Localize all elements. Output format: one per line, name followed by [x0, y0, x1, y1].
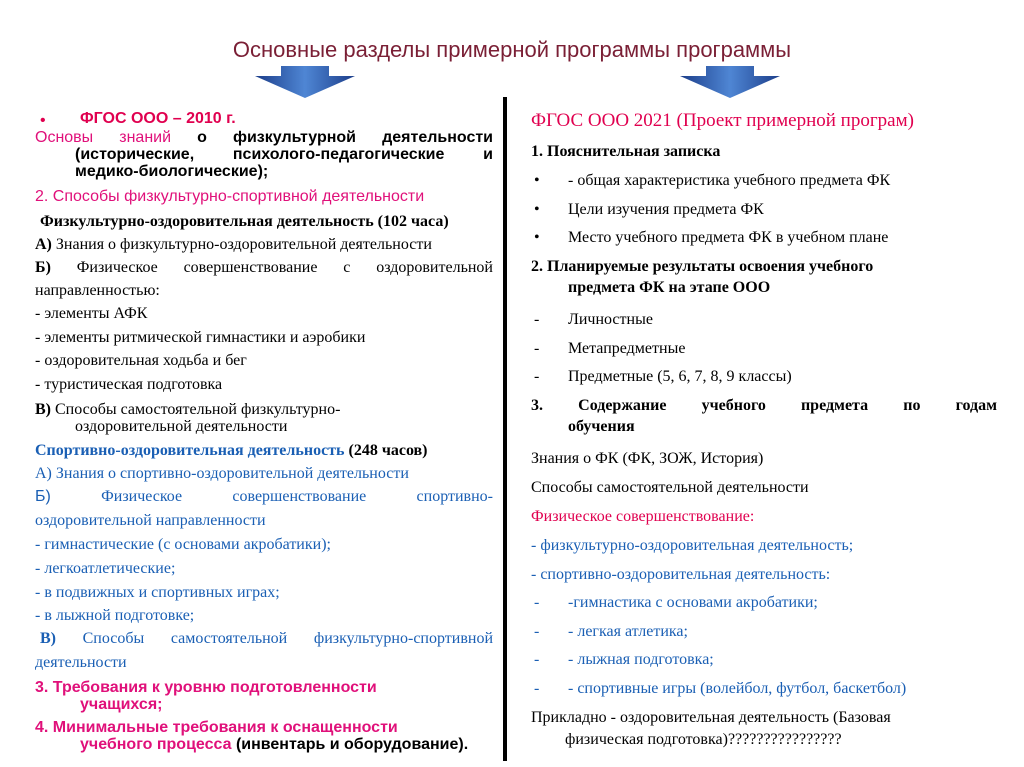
left-line: медико-биологические);: [75, 163, 269, 180]
right-section: обучения: [568, 418, 635, 435]
right-paragraph: - физкультурно-оздоровительная деятельность;: [531, 537, 854, 554]
right-section: 2. Планируемые результаты освоения учебного: [531, 258, 874, 275]
right-down-arrow-icon: [680, 66, 780, 100]
right-section: 1. Пояснительная записка: [531, 143, 721, 160]
list-bullet: •: [534, 172, 540, 189]
right-paragraph: Способы самостоятельной деятельности: [531, 479, 809, 496]
right-paragraph: - спортивно-оздоровительная деятельность:: [531, 566, 831, 583]
left-line: оздоровительной деятельности: [75, 418, 288, 435]
page-title: Основные разделы примерной программы программы: [232, 37, 792, 62]
left-line: - в лыжной подготовке;: [35, 607, 195, 624]
list-dash: -: [534, 651, 540, 668]
left-line: 2. Способы физкультурно-спортивной деятельности: [35, 188, 425, 205]
right-item: Цели изучения предмета ФК: [568, 201, 764, 218]
list-dash: -: [534, 368, 540, 385]
left-line: 3. Требования к уровню подготовленности: [35, 679, 377, 696]
right-item: - лыжная подготовка;: [568, 651, 714, 668]
left-line: направленностью:: [35, 282, 160, 299]
left-line: В) Способы самостоятельной физкультурно-: [35, 401, 341, 418]
left-line: - элементы ритмической гимнастики и аэробики: [35, 329, 366, 346]
left-line: А) Знания о спортивно-оздоровительной деятельности: [35, 465, 409, 482]
right-paragraph: Прикладно - оздоровительная деятельность (Базовая: [531, 709, 891, 726]
left-down-arrow-icon: [255, 66, 355, 100]
right-item: Метапредметные: [568, 340, 686, 357]
left-line: Физкультурно-оздоровительная деятельность (102 часа): [40, 213, 449, 230]
right-item: Предметные (5, 6, 7, 8, 9 классы): [568, 368, 792, 385]
right-section: предмета ФК на этапе ООО: [568, 279, 771, 296]
list-bullet: •: [534, 229, 540, 246]
list-dash: -: [534, 623, 540, 640]
right-paragraph: Знания о ФК (ФК, ЗОЖ, История): [531, 450, 764, 467]
left-line: - элементы АФК: [35, 305, 148, 322]
right-item: -гимнастика с основами акробатики;: [568, 594, 818, 611]
right-item: - общая характеристика учебного предмета ФК: [568, 172, 891, 189]
left-line: В) Способы самостоятельной физкультурно-спортивной: [40, 630, 493, 647]
list-dash: -: [534, 311, 540, 328]
left-line: - туристическая подготовка: [35, 376, 223, 393]
left-line: Б) Физическое совершенствование с оздоровительной: [35, 259, 493, 276]
right-paragraph: физическая подготовка)????????????????: [565, 731, 842, 748]
left-line: оздоровительной направленности: [35, 512, 266, 529]
list-bullet: •: [534, 201, 540, 218]
left-line: А) Знания о физкультурно-оздоровительной деятельности: [35, 236, 432, 253]
list-dash: -: [534, 594, 540, 611]
right-heading: ФГОС ООО 2021 (Проект примерной програм): [531, 110, 914, 131]
left-line: учебного процесса (инвентарь и оборудование).: [80, 736, 469, 753]
left-line: учащихся;: [80, 696, 163, 713]
list-bullet: •: [40, 112, 46, 129]
right-section: 3. Содержание учебного предмета по годам: [531, 397, 997, 414]
left-heading: ФГОС ООО – 2010 г.: [80, 110, 236, 127]
right-item: Личностные: [568, 311, 653, 328]
right-item: - легкая атлетика;: [568, 623, 688, 640]
right-item: Место учебного предмета ФК в учебном плане: [568, 229, 889, 246]
left-line: Основы знаний о физкультурной деятельности: [35, 129, 494, 146]
left-line: Спортивно-оздоровительная деятельность (248 часов): [35, 442, 428, 459]
left-line: деятельности: [35, 654, 127, 671]
left-line: 4. Минимальные требования к оснащенности: [35, 719, 398, 736]
left-line: - гимнастические (с основами акробатики);: [35, 536, 331, 553]
list-dash: -: [534, 680, 540, 697]
list-dash: -: [534, 340, 540, 357]
left-line: - оздоровительная ходьба и бег: [35, 352, 247, 369]
left-line: - в подвижных и спортивных играх;: [35, 584, 280, 601]
left-line: Б) Физическое совершенствование спортивно-: [35, 488, 493, 505]
right-paragraph: Физическое совершенствование:: [531, 508, 755, 525]
left-line: (исторические, психолого-педагогические и: [75, 146, 493, 163]
left-line: - легкоатлетические;: [35, 560, 176, 577]
right-item: - спортивные игры (волейбол, футбол, баскетбол): [568, 680, 907, 697]
